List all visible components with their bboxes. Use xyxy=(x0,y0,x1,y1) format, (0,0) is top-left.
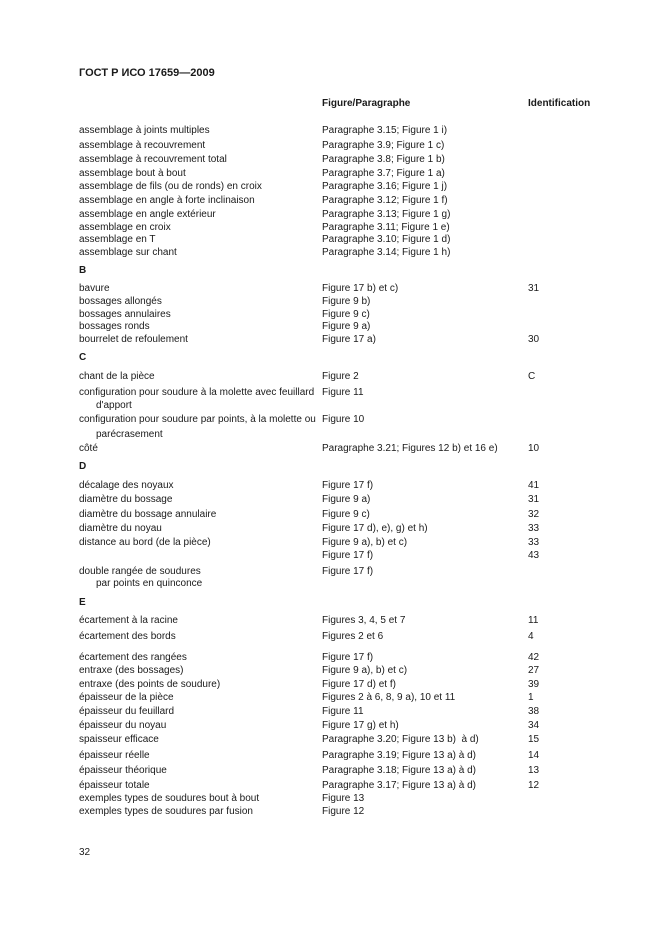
figure-reference: Figure 10 xyxy=(322,414,365,425)
identification-number: 31 xyxy=(528,283,540,294)
figure-reference: Paragraphe 3.12; Figure 1 f) xyxy=(322,195,448,206)
figure-reference: Figure 13 xyxy=(322,793,365,804)
figure-reference: Paragraphe 3.21; Figures 12 b) et 16 e) xyxy=(322,443,498,454)
index-term: entraxe (des points de soudure) xyxy=(79,679,221,690)
identification-number: 32 xyxy=(528,509,540,520)
figure-reference: Figure 9 a), b) et c) xyxy=(322,665,408,676)
index-term: distance au bord (de la pièce) xyxy=(79,537,211,548)
index-term: exemples types de soudures par fusion xyxy=(79,806,253,817)
identification-number: 27 xyxy=(528,665,540,676)
figure-reference: Paragraphe 3.10; Figure 1 d) xyxy=(322,234,451,245)
identification-number: C xyxy=(528,371,536,382)
index-term: diamètre du noyau xyxy=(79,523,162,534)
index-term: épaisseur du feuillard xyxy=(79,706,175,717)
identification-number: 1 xyxy=(528,692,534,703)
index-term: épaisseur du noyau xyxy=(79,720,167,731)
index-term: bavure xyxy=(79,283,110,294)
figure-reference: Figures 3, 4, 5 et 7 xyxy=(322,615,406,626)
figure-reference: Figure 9 a) xyxy=(322,494,371,505)
index-term: épaisseur totale xyxy=(79,780,150,791)
figure-reference: Figure 2 xyxy=(322,371,359,382)
figure-reference: Figure 17 f) xyxy=(322,480,374,491)
column-header-figure: Figure/Paragraphe xyxy=(322,98,411,109)
section-letter: D xyxy=(79,461,87,472)
identification-number: 31 xyxy=(528,494,540,505)
index-term: configuration pour soudure par points, à la molette ou xyxy=(79,414,316,425)
identification-number: 11 xyxy=(528,615,539,626)
identification-number: 30 xyxy=(528,334,540,345)
figure-reference: Paragraphe 3.17; Figure 13 a) à d) xyxy=(322,780,476,791)
figure-reference: Figure 17 f) xyxy=(322,652,374,663)
index-term: diamètre du bossage xyxy=(79,494,173,505)
identification-number: 14 xyxy=(528,750,540,761)
figure-reference: Figure 17 a) xyxy=(322,334,376,345)
figure-reference: Figures 2 à 6, 8, 9 a), 10 et 11 xyxy=(322,692,456,703)
index-term: assemblage à recouvrement xyxy=(79,140,206,151)
figure-reference: Figure 17 d) et f) xyxy=(322,679,396,690)
figure-reference: Figure 9 c) xyxy=(322,309,370,320)
figure-reference: Figure 11 xyxy=(322,706,364,717)
figure-reference: Figure 17 f) xyxy=(322,550,374,561)
index-term: côté xyxy=(79,443,98,454)
section-letter: C xyxy=(79,352,87,363)
figure-reference: Paragraphe 3.20; Figure 13 b) à d) xyxy=(322,734,479,745)
figure-reference: Figure 9 a), b) et c) xyxy=(322,537,408,548)
index-term: décalage des noyaux xyxy=(79,480,174,491)
page-number: 32 xyxy=(79,847,91,858)
figure-reference: Figure 9 a) xyxy=(322,321,371,332)
identification-number: 13 xyxy=(528,765,540,776)
figure-reference: Paragraphe 3.11; Figure 1 e) xyxy=(322,222,450,233)
identification-number: 43 xyxy=(528,550,540,561)
figure-reference: Figure 17 g) et h) xyxy=(322,720,399,731)
figure-reference: Paragraphe 3.13; Figure 1 g) xyxy=(322,209,451,220)
column-header-identification: Identification xyxy=(528,98,591,109)
index-term: bossages annulaires xyxy=(79,309,171,320)
index-term: assemblage en T xyxy=(79,234,156,245)
index-term: écartement des rangées xyxy=(79,652,187,663)
figure-reference: Paragraphe 3.15; Figure 1 i) xyxy=(322,125,448,136)
index-term: configuration pour soudure à la molette avec feuillard xyxy=(79,387,315,398)
identification-number: 10 xyxy=(528,443,540,454)
index-term: bossages allongés xyxy=(79,296,162,307)
figure-reference: Paragraphe 3.8; Figure 1 b) xyxy=(322,154,445,165)
figure-reference: Paragraphe 3.19; Figure 13 a) à d) xyxy=(322,750,476,761)
figure-reference: Figure 17 f) xyxy=(322,566,374,577)
identification-number: 39 xyxy=(528,679,540,690)
figure-reference: Figure 9 b) xyxy=(322,296,371,307)
index-term: assemblage à recouvrement total xyxy=(79,154,227,165)
identification-number: 15 xyxy=(528,734,540,745)
index-term: assemblage en croix xyxy=(79,222,171,233)
index-term-continuation: d'apport xyxy=(96,400,132,411)
index-term: épaisseur réelle xyxy=(79,750,150,761)
figure-reference: Paragraphe 3.16; Figure 1 j) xyxy=(322,181,448,192)
identification-number: 41 xyxy=(528,480,540,491)
index-term: entraxe (des bossages) xyxy=(79,665,184,676)
index-term: assemblage en angle à forte inclinaison xyxy=(79,195,255,206)
index-term: assemblage bout à bout xyxy=(79,168,186,179)
figure-reference: Figure 9 c) xyxy=(322,509,370,520)
identification-number: 42 xyxy=(528,652,540,663)
figure-reference: Figure 17 d), e), g) et h) xyxy=(322,523,428,534)
index-term: bourrelet de refoulement xyxy=(79,334,188,345)
figure-reference: Paragraphe 3.14; Figure 1 h) xyxy=(322,247,451,258)
identification-number: 38 xyxy=(528,706,540,717)
index-term: chant de la pièce xyxy=(79,371,155,382)
index-term: assemblage sur chant xyxy=(79,247,177,258)
section-letter: B xyxy=(79,265,87,276)
index-term: épaisseur de la pièce xyxy=(79,692,174,703)
index-term: écartement à la racine xyxy=(79,615,178,626)
figure-reference: Figures 2 et 6 xyxy=(322,631,384,642)
figure-reference: Paragraphe 3.18; Figure 13 a) à d) xyxy=(322,765,476,776)
identification-number: 33 xyxy=(528,537,540,548)
index-term: assemblage à joints multiples xyxy=(79,125,210,136)
figure-reference: Figure 11 xyxy=(322,387,364,398)
section-letter: E xyxy=(79,597,86,608)
index-term: écartement des bords xyxy=(79,631,176,642)
identification-number: 34 xyxy=(528,720,540,731)
index-term: exemples types de soudures bout à bout xyxy=(79,793,260,804)
identification-number: 12 xyxy=(528,780,540,791)
index-term: assemblage de fils (ou de ronds) en croix xyxy=(79,181,262,192)
index-term: diamètre du bossage annulaire xyxy=(79,509,217,520)
index-term-continuation: par points en quinconce xyxy=(96,578,203,589)
figure-reference: Paragraphe 3.9; Figure 1 c) xyxy=(322,140,445,151)
index-term: spaisseur efficace xyxy=(79,734,159,745)
identification-number: 4 xyxy=(528,631,534,642)
figure-reference: Figure 12 xyxy=(322,806,365,817)
index-term: bossages ronds xyxy=(79,321,150,332)
document-title: ГОСТ Р ИСО 17659—2009 xyxy=(79,67,215,79)
index-term-continuation: parécrasement xyxy=(96,429,163,440)
identification-number: 33 xyxy=(528,523,540,534)
index-term: assemblage en angle extérieur xyxy=(79,209,216,220)
figure-reference: Paragraphe 3.7; Figure 1 a) xyxy=(322,168,445,179)
index-term: double rangée de soudures xyxy=(79,566,201,577)
figure-reference: Figure 17 b) et c) xyxy=(322,283,399,294)
index-term: épaisseur théorique xyxy=(79,765,167,776)
